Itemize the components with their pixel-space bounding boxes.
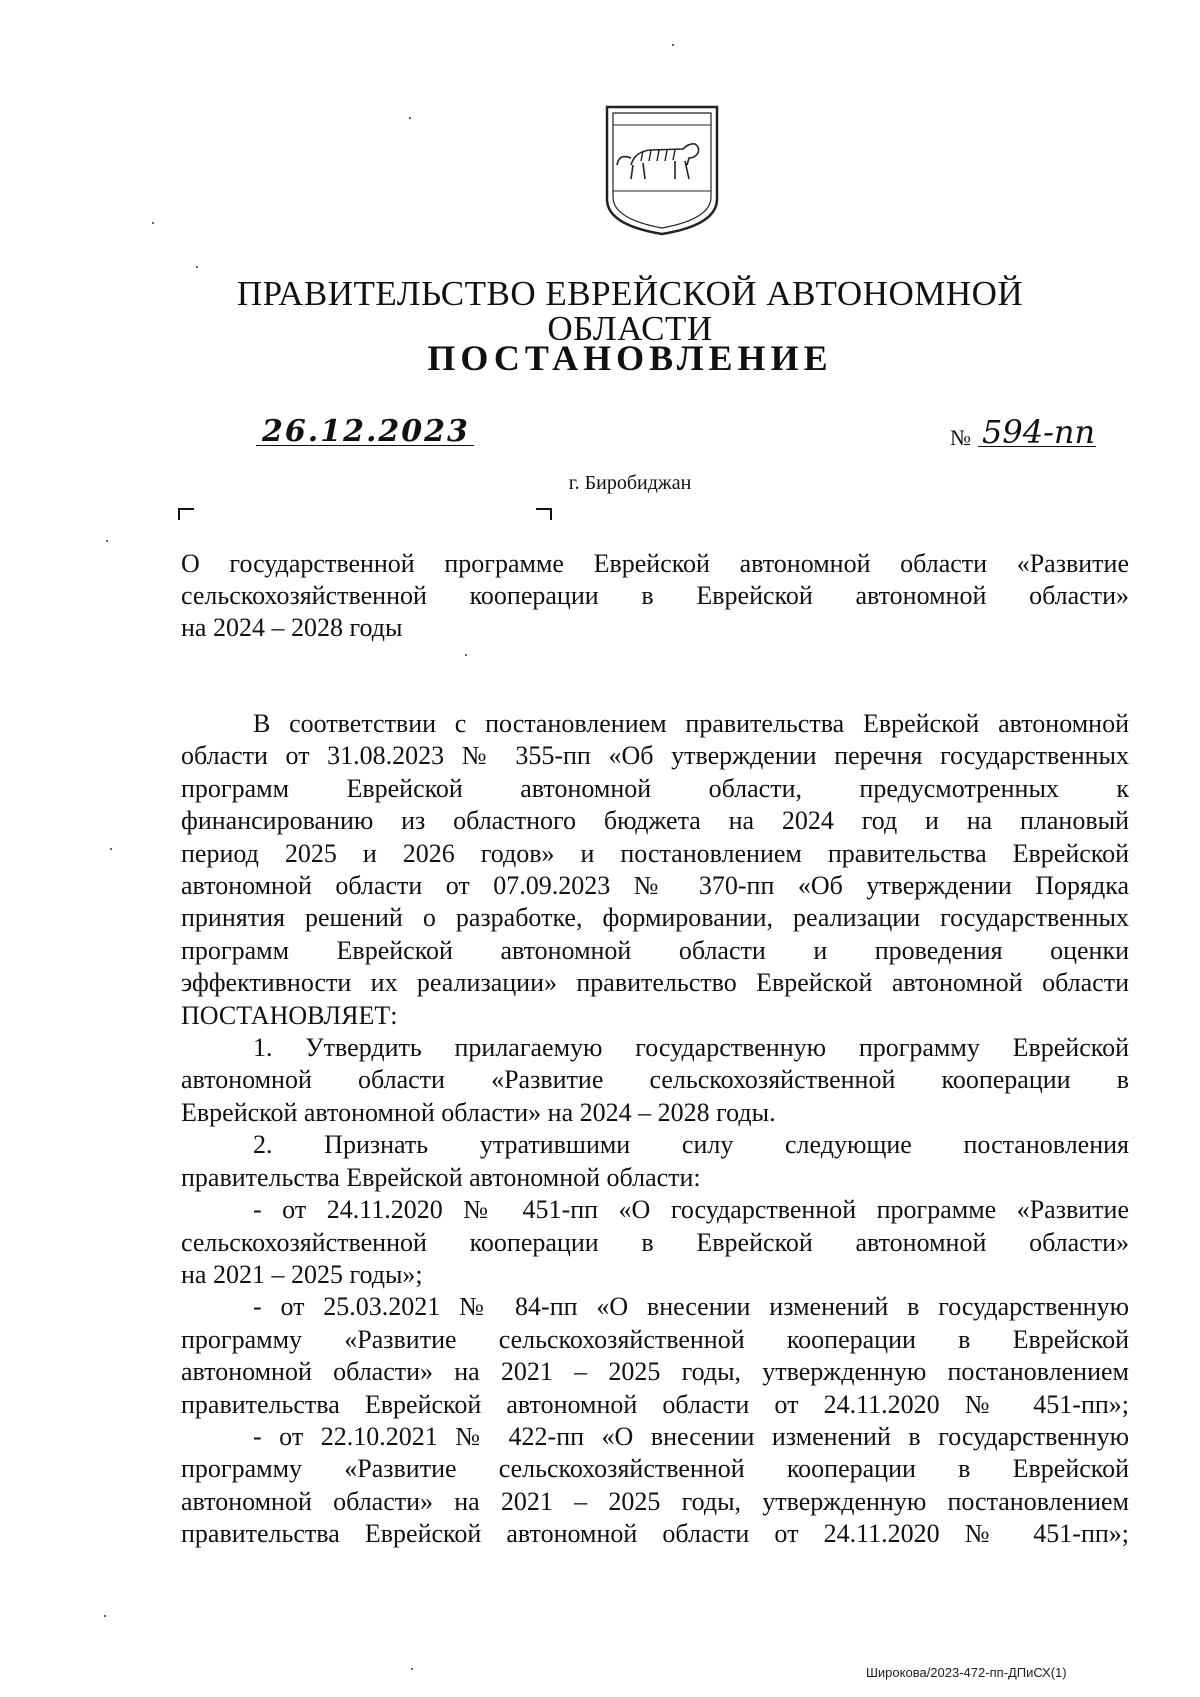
body-line: Еврейской автономной области» на 2024 – 2028 годы. [181, 1097, 776, 1127]
body-line: финансированию из областного бюджета на 2024 год и на плановый [181, 806, 1129, 836]
document-type-heading: ПОСТАНОВЛЕНИЕ [427, 338, 833, 378]
body-line: - от 24.11.2020 № 451-пп «О государственной программе «Развитие [253, 1195, 1129, 1225]
body-line: программ Еврейской автономной области, предусмотренных к [181, 773, 1129, 803]
body-line: автономной области «Развитие сельскохозяйственной кооперации в [181, 1065, 1129, 1095]
subject-line: сельскохозяйственной кооперации в Еврейской автономной области» [181, 581, 1129, 610]
body-line: В соответствии с постановлением правительства Еврейской автономной [253, 709, 1129, 738]
scan-speck [104, 1615, 106, 1617]
body-line: 1. Утвердить прилагаемую государственную программу Еврейской [253, 1033, 1129, 1063]
scan-speck [411, 1668, 413, 1670]
scan-speck [152, 222, 154, 224]
left-corner-mark [178, 508, 194, 520]
body-line: автономной области» на 2021 – 2025 годы, утвержденную постановлением [181, 1486, 1129, 1516]
scan-speck [106, 540, 108, 542]
body-line: автономной области» на 2021 – 2025 годы, утвержденную постановлением [181, 1357, 1129, 1387]
handwritten-date: 26.12.2023 [262, 414, 470, 449]
scan-speck [672, 44, 674, 46]
date-underline [256, 445, 474, 446]
body-line: - от 22.10.2021 № 422-пп «О внесении изменений в государственную [253, 1421, 1129, 1451]
scan-speck [409, 117, 411, 119]
body-line: правительства Еврейской автономной области от 24.11.2020 № 451-пп»; [181, 1389, 1129, 1419]
footer-document-code: Широкова/2023-472-пп-ДПиСХ(1) [866, 1665, 1067, 1680]
body-line: 2. Признать утратившими силу следующие постановления [253, 1130, 1129, 1160]
body-line: автономной области от 07.09.2023 № 370-пп «Об утверждении Порядка [181, 871, 1129, 901]
body-line: программ Еврейской автономной области и проведения оценки [181, 935, 1129, 965]
document-body [181, 708, 1129, 1551]
body-line: сельскохозяйственной кооперации в Еврейской автономной области» [181, 1227, 1129, 1257]
body-line: ПОСТАНОВЛЯЕТ: [181, 1000, 398, 1030]
body-line: области от 31.08.2023 № 355-пп «Об утверждении перечня государственных [181, 741, 1129, 771]
scan-speck [465, 654, 467, 656]
number-underline [978, 446, 1096, 447]
body-line: период 2025 и 2026 годов» и постановлением правительства Еврейской [181, 838, 1129, 868]
coat-of-arms-emblem [603, 103, 721, 238]
handwritten-number: 594-пп [982, 413, 1096, 451]
scan-speck [110, 848, 112, 850]
body-line: принятия решений о разработке, формировании, реализации государственных [181, 903, 1129, 933]
scan-speck [196, 266, 198, 268]
body-line: - от 25.03.2021 № 84-пп «О внесении изменений в государственную [253, 1292, 1129, 1322]
city-line: г. Биробиджан [568, 472, 692, 494]
document-subject [181, 548, 1129, 644]
government-title: ПРАВИТЕЛЬСТВО ЕВРЕЙСКОЙ АВТОНОМНОЙ ОБЛАСТИ [236, 274, 1024, 348]
body-line: правительства Еврейской автономной области: [181, 1162, 701, 1192]
number-label: № [950, 425, 971, 450]
body-line: правительства Еврейской автономной области от 24.11.2020 № 451-пп»; [181, 1519, 1129, 1549]
right-corner-mark [536, 508, 552, 520]
body-line: на 2021 – 2025 годы»; [181, 1259, 423, 1289]
body-line: эффективности их реализации» правительство Еврейской автономной области [181, 968, 1129, 998]
subject-line: О государственной программе Еврейской автономной области «Развитие [181, 549, 1129, 578]
subject-line: на 2024 – 2028 годы [181, 613, 403, 642]
body-line: программу «Развитие сельскохозяйственной кооперации в Еврейской [181, 1454, 1129, 1484]
body-line: программу «Развитие сельскохозяйственной кооперации в Еврейской [181, 1324, 1129, 1354]
